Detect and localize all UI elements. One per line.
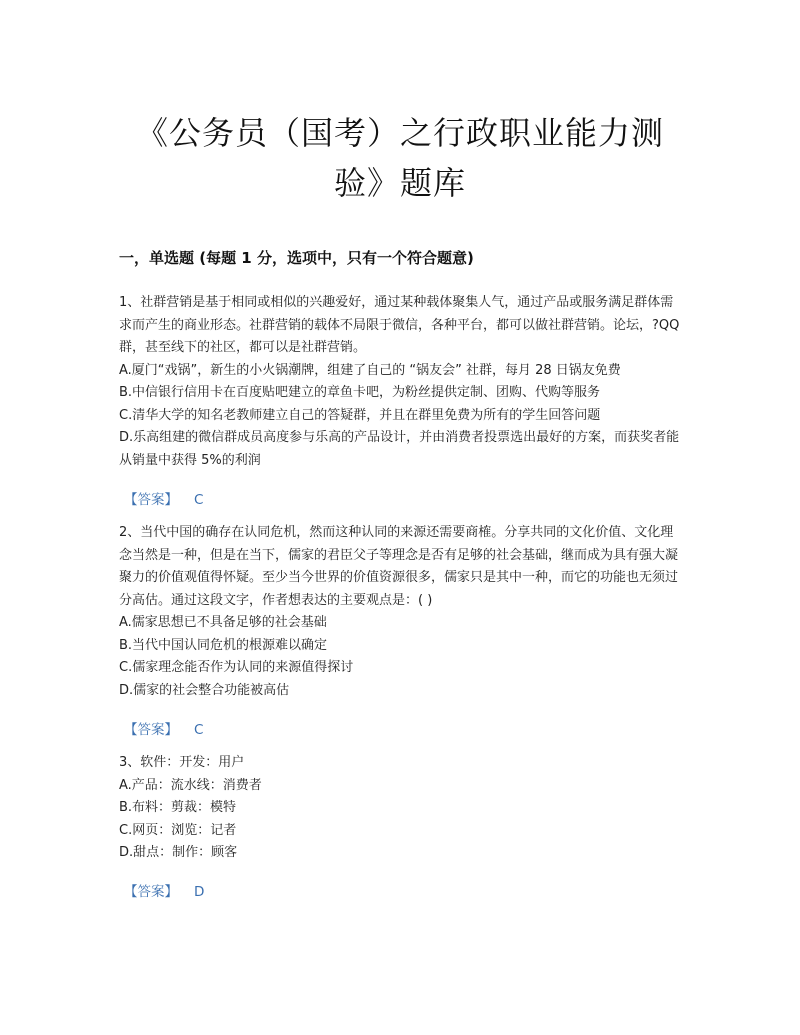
question-stem: 2、当代中国的确存在认同危机，然而这种认同的来源还需要商榷。分享共同的文化价值、文化理念当然是一种，但是在当下，儒家的君臣父子等理念是否有足够的社会基础，继而成为具有强大凝聚力的价值观值得怀疑。至少当今世界的价值资源很多，儒家只是其中一种，而它的功能也无须过分高估。通过这段文字，作者想表达的主要观点是：( ) (119, 525, 679, 608)
question-3 (119, 752, 681, 865)
option-a: A.产品：流水线：消费者 (119, 777, 262, 793)
answer-2 (124, 718, 203, 738)
question-2 (119, 522, 681, 702)
option-b: B.中信银行信用卡在百度贴吧建立的章鱼卡吧，为粉丝提供定制、团购、代购等服务 (119, 385, 601, 400)
answer-3 (124, 880, 204, 900)
answer-label: 【答案】 (124, 884, 178, 900)
question-1 (119, 292, 681, 472)
answer-1 (124, 488, 203, 508)
title-line-1: 《公务员（国考）之行政职业能力测 (135, 114, 664, 152)
option-d: D.甜点：制作：顾客 (119, 845, 238, 860)
title-line-2: 验》题库 (333, 164, 466, 202)
question-stem: 1、社群营销是基于相同或相似的兴趣爱好，通过某种载体聚集人气，通过产品或服务满足群体需求而产生的商业形态。社群营销的载体不局限于微信，各种平台，都可以做社群营销。论坛，?QQ 群，甚至线下的社区，都可以是社群营销。 (119, 295, 680, 355)
option-a: A.厦门“戏锅”，新生的小火锅潮牌，组建了自己的 “锅友会” 社群，每月 28 日锅友免费 (119, 362, 621, 378)
option-c: C.清华大学的知名老教师建立自己的答疑群，并且在群里免费为所有的学生回答问题 (119, 407, 601, 423)
option-a: A.儒家思想已不具备足够的社会基础 (119, 615, 327, 630)
answer-value: C (194, 722, 204, 738)
option-b: B.布料：剪裁：模特 (119, 800, 237, 815)
option-d: D.乐高组建的微信群成员高度参与乐高的产品设计，并由消费者投票选出最好的方案，而获奖者能从销量中获得 5%的利润 (119, 430, 680, 468)
answer-value: D (194, 884, 205, 900)
option-c: C.网页：浏览：记者 (119, 822, 237, 838)
answer-label: 【答案】 (124, 722, 178, 738)
question-stem: 3、软件：开发：用户 (119, 755, 245, 770)
answer-label: 【答案】 (124, 492, 178, 508)
option-d: D.儒家的社会整合功能被高估 (119, 682, 290, 698)
document-title (100, 108, 700, 208)
option-c: C.儒家理念能否作为认同的来源值得探讨 (119, 660, 354, 675)
answer-value: C (194, 492, 204, 508)
option-b: B.当代中国认同危机的根源难以确定 (119, 637, 328, 653)
section-heading: 一，单选题 (每题 1 分，选项中，只有一个符合题意) (119, 249, 474, 267)
